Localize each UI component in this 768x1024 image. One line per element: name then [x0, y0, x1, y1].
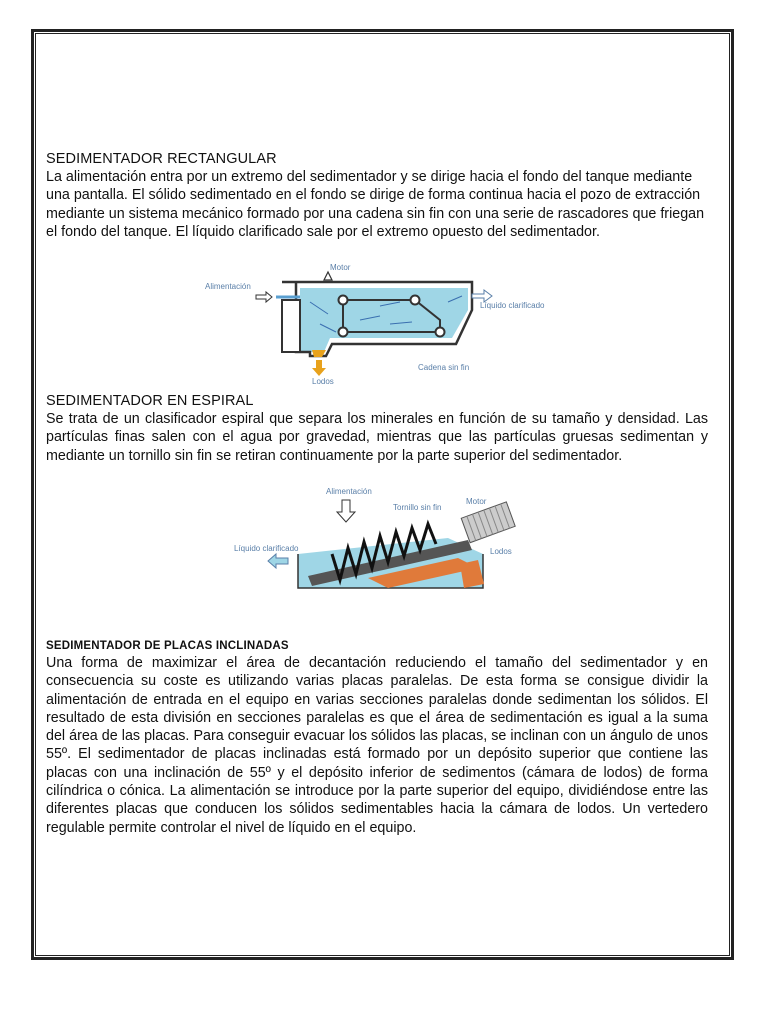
sludge-label: Lodos — [312, 377, 334, 386]
sprocket-icon — [339, 328, 348, 337]
body-rectangular: La alimentación entra por un extremo del sedimentador y se dirige hacia el fondo del tanque mediante una pantalla. El sólido sedimentado en el fondo se dirige de forma continua hacia el pozo de extracción mediante un sistema mecánico formado por una cadena sin fin con una serie de rascadores que friegan el fondo del tanque. El líquido clarificado sale por el extremo opuesto del sedimentador. — [46, 169, 705, 240]
motor-icon — [324, 272, 332, 280]
sprocket-icon — [339, 296, 348, 305]
section-spiral — [46, 392, 708, 465]
heading-rectangular: SEDIMENTADOR RECTANGULAR — [46, 151, 277, 167]
sprocket-icon — [436, 328, 445, 337]
clear-liquid-label: Líquido clarificado — [234, 544, 299, 553]
sludge-label: Lodos — [490, 547, 512, 556]
heading-spiral: SEDIMENTADOR EN ESPIRAL — [46, 393, 254, 409]
feed-arrow-icon — [337, 500, 355, 522]
sludge-arrow-icon — [312, 360, 326, 376]
chain-label: Cadena sin fin — [418, 363, 470, 372]
feed-arrow-icon — [256, 292, 272, 302]
section-rectangular — [46, 150, 708, 241]
motor-label: Motor — [330, 263, 351, 272]
rectangular-settler-diagram — [200, 262, 560, 388]
feed-label: Alimentación — [205, 282, 251, 291]
baffle — [282, 300, 300, 352]
motor-label: Motor — [466, 497, 487, 506]
body-spiral: Se trata de un clasificador espiral que separa los minerales en función de su tamaño y densidad. Las partículas finas salen con el agua por gravedad, mientras que las partículas gruesas sedimentan y mediante un tornillo sin fin se retiran continuamente por la parte superior del sedimentador. — [46, 411, 708, 464]
feed-label: Alimentación — [326, 487, 372, 496]
motor-icon — [461, 502, 515, 543]
outflow-arrow-icon — [268, 554, 288, 568]
screw-label: Tornillo sin fin — [393, 503, 442, 512]
spiral-settler-diagram — [228, 484, 528, 594]
water-body — [300, 288, 468, 352]
clear-liquid-label: Líquido clarificado — [480, 301, 545, 310]
sprocket-icon — [411, 296, 420, 305]
body-inclined-plates: Una forma de maximizar el área de decantación reduciendo el tamaño del sedimentador y en consecuencia su coste es utilizando varias placas paralelas. De esta forma se consigue dividir la alimentación de entrada en el equipo en varias secciones paralelas donde sedimentan los sólidos. El resultado de esta división en secciones paralelas es que el área de sedimentación es igual a la suma del área de las placas. Para conseguir evacuar los sólidos las placas, se inclinan con un ángulo de unos 55º. El sedimentador de placas inclinadas está formado por un depósito superior que contiene las placas con una inclinación de 55º y el depósito inferior de sedimentos (cámara de lodos) de forma cilíndrica o cónica. La alimentación se introduce por la parte superior del equipo, dividiéndose entre las diferentes placas que conducen los sólidos sedimentables hacia la cámara de lodos. Un vertedero regulable permite controlar el nivel de líquido en el equipo. — [46, 655, 708, 836]
heading-inclined-plates: SEDIMENTADOR DE PLACAS INCLINADAS — [46, 640, 289, 652]
section-inclined-plates — [46, 638, 708, 837]
